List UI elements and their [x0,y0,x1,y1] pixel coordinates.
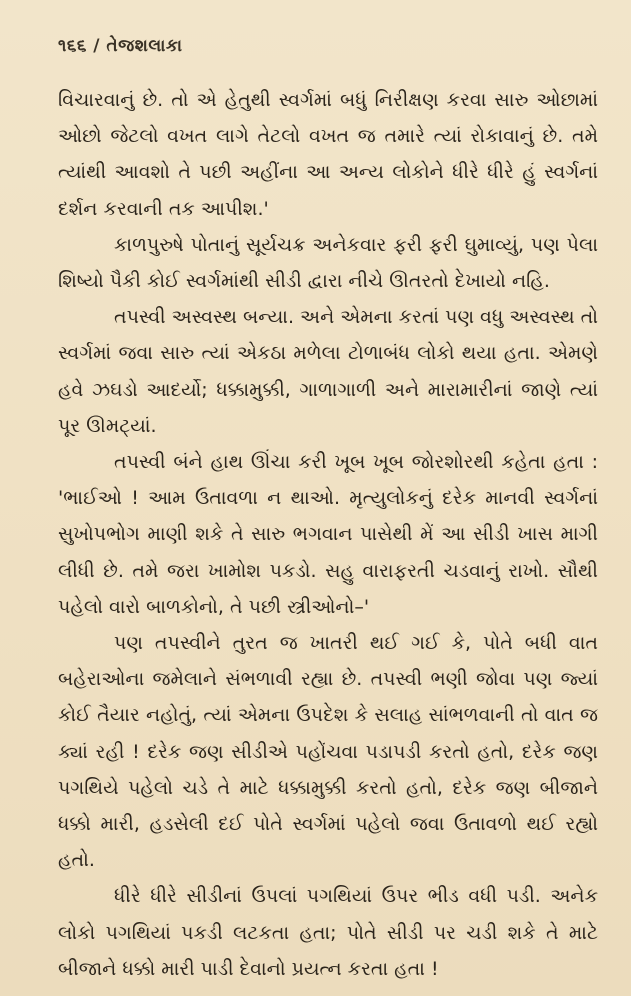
paragraph-continuation: વિચારવાનું છે. તો એ હેતુથી સ્વર્ગમાં બધું નિરીક્ષણ કરવા સારુ ઓછામાં ઓછો જેટલો વખત લાગે તેટલો વખત જ તમારે ત્યાં રોકાવાનું છે. તમે ત્યાંથી આવશો તે પછી અહીંના આ અન્ય લોકોને ધીરે ધીરે હું સ્વર્ગનાં દર્શન કરવાની તક આપીશ.' [58,89,598,220]
paragraph: કાળપુરુષે પોતાનું સૂર્યચક્ર અનેકવાર ફરી ફરી ઘુમાવ્યું, પણ પેલા શિષ્યો પૈકી કોઈ સ્વર્ગમાંથી સીડી દ્વારા નીચે ઊતરતો દેખાયો નહિ. [58,233,598,293]
running-head: ૧૬૬ / તેજશલાકા [58,36,183,56]
body-text [58,82,598,987]
paragraph: તપસ્વી બંને હાથ ઊંચા કરી ખૂબ ખૂબ જોરશોરથી કહેતા હતા : 'ભાઈઓ ! આમ ઉતાવળા ન થાઓ. મૃત્યુલોકનું દરેક માનવી સ્વર્ગનાં સુખોપભોગ માણી શકે તે સારુ ભગવાન પાસેથી મેં આ સીડી ખાસ માગી લીધી છે. તમે જરા ખામોશ પકડો. સહુ વારાફરતી ચડવાનું રાખો. સૌથી પહેલો વારો બાળકોનો, તે પછી સ્ત્રીઓનો–' [58,451,598,618]
paragraph: પણ તપસ્વીને તુરત જ ખાતરી થઈ ગઈ કે, પોતે બધી વાત બહેરાઓના જમેલાને સંભળાવી રહ્યા છે. તપસ્વી ભણી જોવા પણ જ્યાં કોઈ તૈયાર નહોતું, ત્યાં એમના ઉપદેશ કે સલાહ સાંભળવાની તો વાત જ ક્યાં રહી ! દરેક જણ સીડીએ પહોંચવા પડાપડી કરતો હતો, દરેક જણ પગથિયે પહેલો ચડે તે માટે ધક્કામુક્કી કરતો હતો, દરેક જણ બીજાને ધક્કો મારી, હડસેલી દઈ પોતે સ્વર્ગમાં પહેલો જવા ઉતાવળો થઈ રહ્યો હતો. [58,632,598,872]
paragraph: ધીરે ધીરે સીડીનાં ઉપલાં પગથિયાં ઉપર ભીડ વધી પડી. અનેક લોકો પગથિયાં પકડી લટકતા હતા; પોતે સીડી પર ચડી શકે તે માટે બીજાને ધક્કો મારી પાડી દેવાનો પ્રયત્ન કરતા હતા ! [58,885,598,980]
paragraph: તપસ્વી અસ્વસ્થ બન્યા. અને એમના કરતાં પણ વધુ અસ્વસ્થ તો સ્વર્ગમાં જવા સારુ ત્યાં એકઠા મળેલા ટોળાબંધ લોકો થયા હતા. એમણે હવે ઝઘડો આદર્યો; ધક્કામુક્કી, ગાળાગાળી અને મારામારીનાં જાણે ત્યાં પૂર ઊમટ્યાં. [58,306,598,437]
